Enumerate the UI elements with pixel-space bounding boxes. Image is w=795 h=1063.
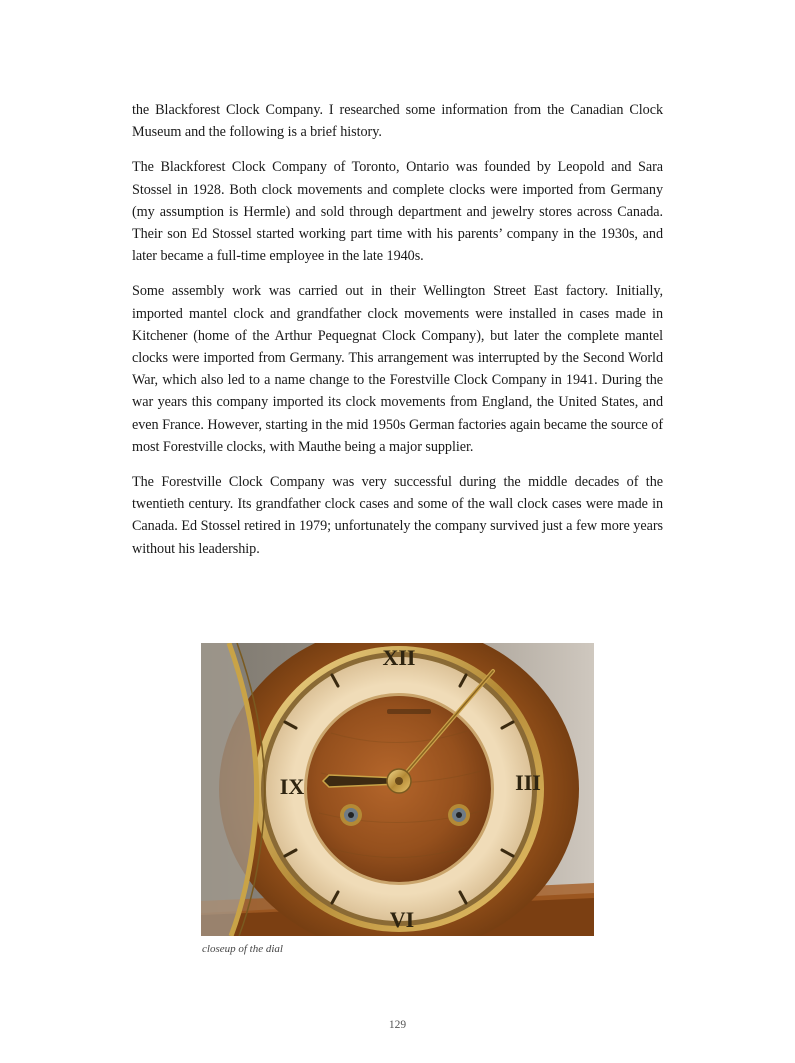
numeral-iii: III xyxy=(515,770,541,796)
paragraph-founding: The Blackforest Clock Company of Toronto, Ontario was founded by Leopold and Sara Stossel in 1928. Both clock movements and complete clocks were imported from Germany (my assumption is Hermle) and sold through department and jewelry stores across Canada. Their son Ed Stossel started working part time with his parents’ company in the 1930s, and later became a full-time employee in the late 1940s. xyxy=(132,159,663,265)
clock-dial-photo xyxy=(201,643,594,936)
paragraph-assembly: Some assembly work was carried out in their Wellington Street East factory. Initially, imported mantel clock and grandfather clock movements were installed in cases made in Kitchener (home of the Arthur Pequegnat Clock Company), but later the complete mantel clocks were imported from Germany. This arrangement was interrupted by the Second World War, which also led to a name change to the Forestville Clock Company in 1941. During the war years this company imported its clock movements from England, the United States, and even France. However, starting in the mid 1950s German factories again became the source of most Forestville clocks, with Mauthe being a major supplier. xyxy=(132,283,663,455)
numeral-xii: XII xyxy=(382,645,416,670)
numeral-vi: VI xyxy=(389,907,415,932)
figure-caption: closeup of the dial xyxy=(202,943,283,955)
numeral-ix: IX xyxy=(279,774,305,800)
body-text xyxy=(132,99,663,573)
page-number: 129 xyxy=(388,1019,407,1031)
paragraph-success: The Forestville Clock Company was very successful during the middle decades of the twentieth century. Its grandfather clock cases and some of the wall clock cases were made in Canada. Ed Stossel retired in 1979; unfortunately the company survived just a few more years without his leadership. xyxy=(132,474,663,557)
paragraph-intro: the Blackforest Clock Company. I researched some information from the Canadian Clock Museum and the following is a brief history. xyxy=(132,102,663,141)
